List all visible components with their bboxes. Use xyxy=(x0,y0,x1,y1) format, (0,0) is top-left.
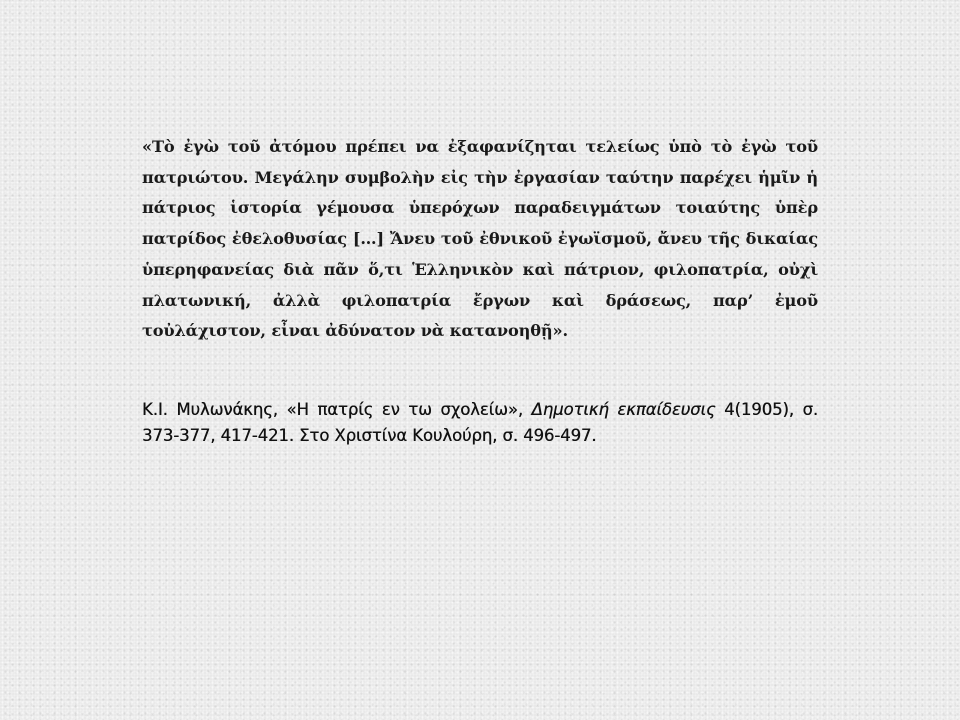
citation-article-title: «Η πατρίς εν τω σχολείω», xyxy=(286,400,523,419)
citation-paragraph xyxy=(142,397,818,449)
citation-author: Κ.Ι. Μυλωνάκης, xyxy=(142,400,278,419)
citation-journal: Δημοτική εκπαίδευσις xyxy=(531,400,716,419)
citation-details: 4(1905), σ. 373-377, 417-421. Στο Χριστίνα Κουλούρη, σ. 496-497. xyxy=(142,400,818,445)
quote-paragraph: «Τὸ ἐγὼ τοῦ ἀτόμου πρέπει να ἐξαφανίζηται τελείως ὑπὸ τὸ ἐγὼ τοῦ πατριώτου. Μεγάλην συμβολὴν εἰς τὴν ἐργασίαν ταύτην παρέχει ἡμῖν ἡ πάτριος ἱστορία γέμουσα ὑπερόχων παραδειγμάτων τοιαύτης ὑπὲρ πατρίδος ἐθελοθυσίας […] Ἄνευ τοῦ ἐθνικοῦ ἐγωϊσμοῦ, ἄνευ τῆς δικαίας ὑπερηφανείας διὰ πᾶν ὅ,τι Ἑλληνικὸν καὶ πάτριον, φιλοπατρία, οὐχὶ πλατωνική, ἀλλὰ φιλοπατρία ἔργων καὶ δράσεως, παρ’ ἐμοῦ τοὐλάχιστον, εἶναι ἀδύνατον νὰ κατανοηθῇ». xyxy=(142,137,818,341)
